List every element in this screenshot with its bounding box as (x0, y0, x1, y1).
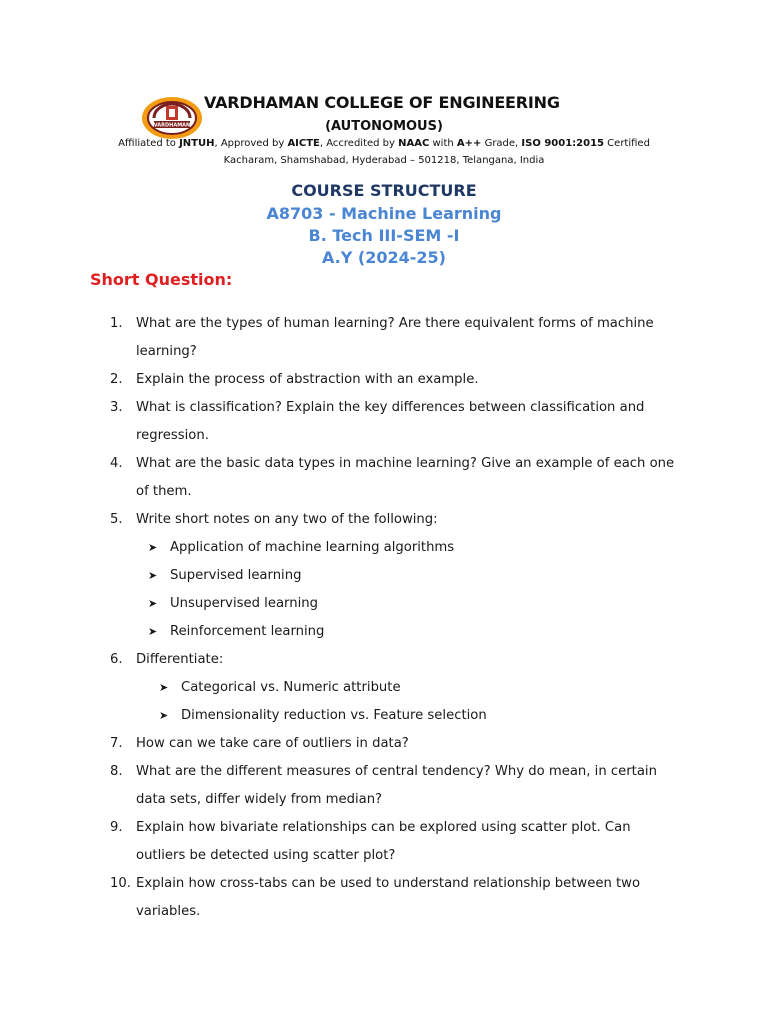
affiliation-text: , Approved by (214, 138, 288, 149)
question-text: What is classification? Explain the key differences between classification and (136, 400, 645, 415)
arrowhead-bullet-icon: ➤ (159, 709, 169, 722)
question-number: 10. (110, 876, 131, 891)
autonomous-label: (AUTONOMOUS) (325, 119, 443, 134)
logo-text: VARDHAMAN (153, 122, 191, 129)
question-text: What are the basic data types in machine learning? Give an example of each one (136, 456, 675, 471)
question-text: Write short notes on any two of the following: (136, 512, 438, 527)
section-heading: Short Question: (90, 270, 233, 289)
arrowhead-bullet-icon: ➤ (148, 625, 158, 638)
question-number: 4. (110, 456, 123, 471)
question-text: What are the different measures of central tendency? Why do mean, in certain (136, 764, 657, 779)
question-text: Explain how cross-tabs can be used to understand relationship between two (136, 876, 641, 891)
sub-item-text: Reinforcement learning (170, 624, 325, 639)
iso-label: ISO 9001:2015 (521, 138, 604, 149)
question-text: learning? (136, 344, 197, 359)
sub-item-text: Categorical vs. Numeric attribute (181, 680, 401, 695)
affiliation-text: , Accredited by (319, 138, 399, 149)
sub-item-text: Application of machine learning algorithms (170, 540, 455, 555)
sub-item-text: Dimensionality reduction vs. Feature selection (181, 708, 487, 723)
question-text: outliers be detected using scatter plot? (136, 848, 396, 863)
sub-item-text: Unsupervised learning (170, 596, 318, 611)
affiliation-line (0, 138, 768, 149)
question-text: regression. (136, 428, 209, 443)
affiliation-text: Certified (604, 138, 650, 149)
question-number: 5. (110, 512, 123, 527)
grade-label: A++ (456, 138, 482, 149)
academic-year-line: A.Y (2024-25) (322, 248, 446, 267)
arrowhead-bullet-icon: ➤ (159, 681, 169, 694)
course-structure-title: COURSE STRUCTURE (291, 181, 477, 200)
question-number: 1. (110, 316, 123, 331)
question-text: data sets, differ widely from median? (136, 792, 383, 807)
question-text: variables. (136, 904, 201, 919)
arrowhead-bullet-icon: ➤ (148, 569, 158, 582)
question-text: Explain how bivariate relationships can be explored using scatter plot. Can (136, 820, 631, 835)
question-number: 2. (110, 372, 123, 387)
address-line: Kacharam, Shamshabad, Hyderabad – 501218, Telangana, India (223, 155, 545, 166)
affiliation-text: Grade, (481, 138, 522, 149)
arrowhead-bullet-icon: ➤ (148, 541, 158, 554)
question-text: Differentiate: (136, 652, 224, 667)
question-text: What are the types of human learning? Are there equivalent forms of machine (136, 316, 654, 331)
naac-label: NAAC (398, 138, 430, 149)
question-number: 6. (110, 652, 123, 667)
question-number: 9. (110, 820, 123, 835)
question-number: 8. (110, 764, 123, 779)
affiliation-text: Affiliated to (118, 138, 180, 149)
arrowhead-bullet-icon: ➤ (148, 597, 158, 610)
jntuh-label: JNTUH (179, 138, 215, 149)
sub-item-text: Supervised learning (170, 568, 302, 583)
question-text: of them. (136, 484, 192, 499)
aicte-label: AICTE (287, 138, 320, 149)
question-number: 7. (110, 736, 123, 751)
semester-line: B. Tech III-SEM -I (308, 226, 460, 245)
question-number: 3. (110, 400, 123, 415)
question-text: Explain the process of abstraction with an example. (136, 372, 479, 387)
college-name: VARDHAMAN COLLEGE OF ENGINEERING (204, 93, 560, 112)
question-text: How can we take care of outliers in data? (136, 736, 409, 751)
affiliation-text: with (429, 138, 457, 149)
course-code-line: A8703 - Machine Learning (266, 204, 502, 223)
